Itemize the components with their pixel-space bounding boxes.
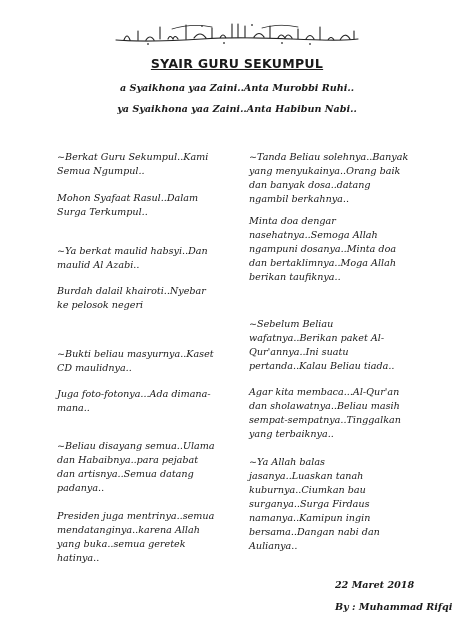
verse-stanza: ~Sebelum Beliau wafatnya..Berikan paket Al- Qur'annya..Ini suatu pertanda..Kalau Beliau tiada.. — [249, 319, 395, 372]
subtitle-line-1: a Syaikhona yaa Zaini..Anta Murobbi Ruhi.. — [119, 83, 355, 94]
signature-author: By : Muhammad Rifqi — [335, 602, 453, 613]
verse-stanza: Burdah dalail khairoti..Nyebar ke pelosok negeri — [57, 286, 206, 311]
verse-stanza: Minta doa dengar nasehatnya..Semoga Allah ngampuni dosanya..Minta doa dan bertaklimnya..Moga Allah berikan taufiknya.. — [249, 216, 397, 283]
verse-stanza: ~Ya berkat maulid habsyi..Dan maulid Al Azabi.. — [57, 246, 208, 271]
verse-stanza: Presiden juga mentrinya..semua mendatanginya..karena Allah yang buka..semua geretek hatinya.. — [57, 511, 215, 564]
subtitle-line-2: ya Syaikhona yaa Zaini..Anta Habibun Nabi.. — [117, 104, 357, 115]
verse-stanza: Agar kita membaca...Al-Qur'an dan sholawatnya..Beliau masih sempat-sempatnya..Tinggalkan yang terbaiknya.. — [249, 387, 401, 440]
poem-title: SYAIR GURU SEKUMPUL — [150, 56, 324, 71]
verse-stanza: ~Ya Allah balas jasanya..Luaskan tanah kuburnya..Ciumkan bau surganya..Surga Firdaus namanya..Kamipun ingin bersama..Dangan nabi dan Aulianya.. — [249, 457, 380, 552]
verse-stanza: ~Berkat Guru Sekumpul..Kami Semua Ngumpul.. — [57, 152, 209, 177]
signature-date: 22 Maret 2018 — [335, 580, 415, 591]
verse-stanza: ~Bukti beliau masyurnya..Kaset CD maulidnya.. — [57, 349, 214, 374]
bismillah-calligraphy-icon — [112, 20, 362, 46]
verse-stanza: Juga foto-fotonya...Ada dimana- mana.. — [57, 389, 211, 414]
verse-stanza: ~Tanda Beliau solehnya..Banyak yang menyukainya..Orang baik dan banyak dosa..datang ngambil berkahnya.. — [249, 152, 409, 205]
verse-stanza: ~Beliau disayang semua..Ulama dan Habaibnya..para pejabat dan artisnya..Semua datang padanya.. — [57, 441, 215, 494]
verse-stanza: Mohon Syafaat Rasul..Dalam Surga Terkumpul.. — [57, 193, 199, 218]
